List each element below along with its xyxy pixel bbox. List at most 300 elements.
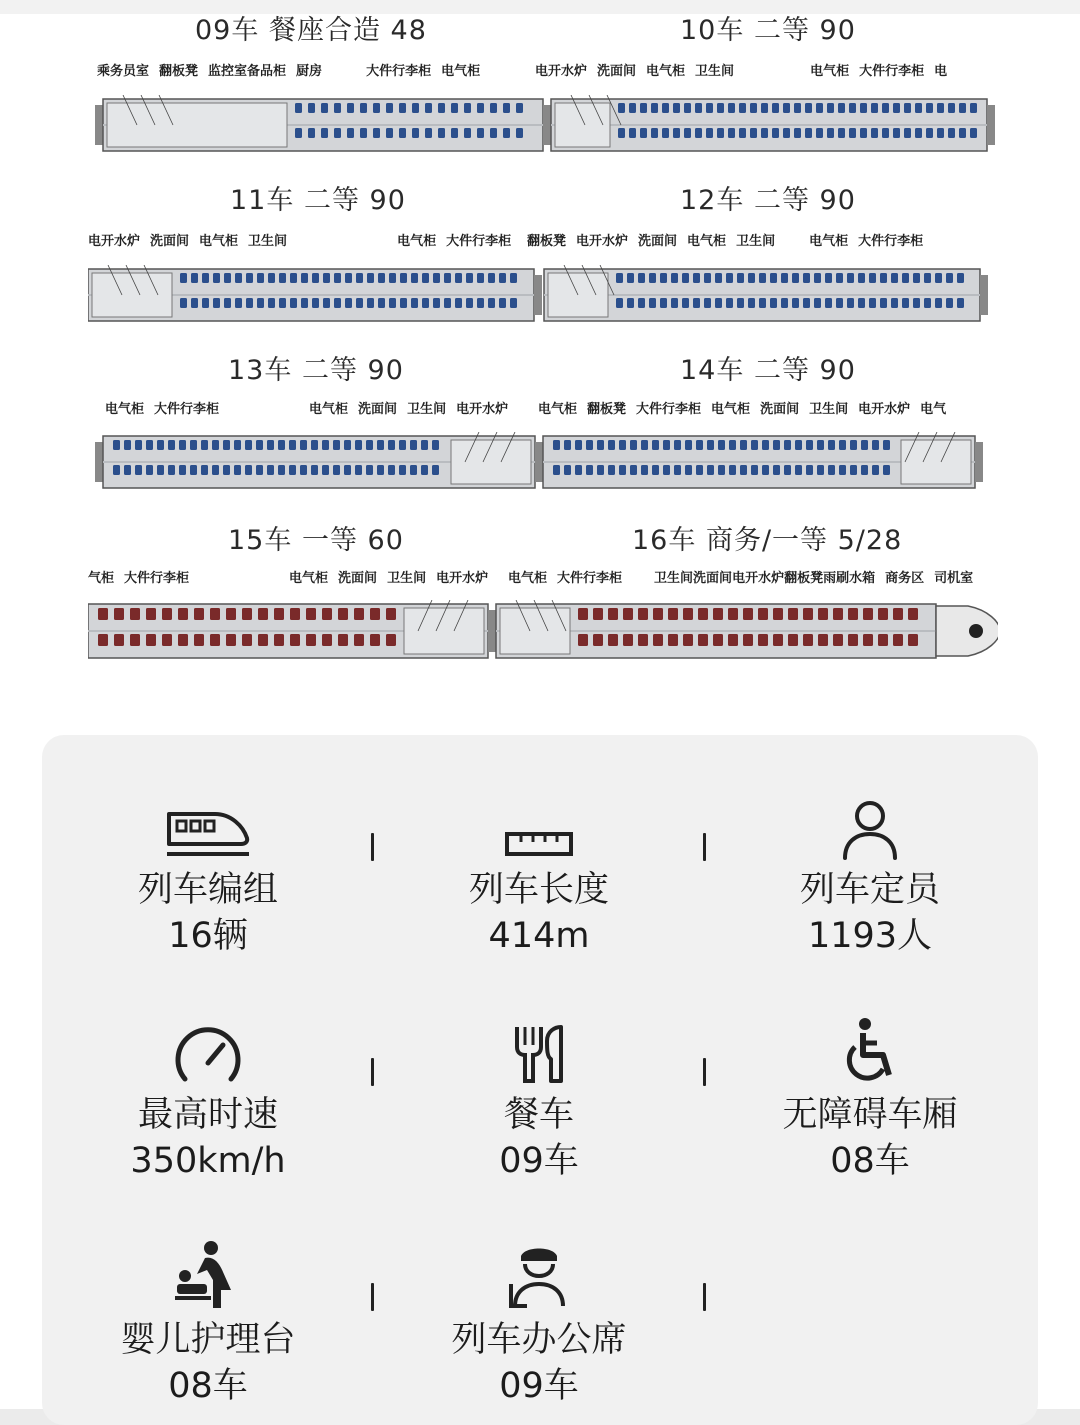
seat <box>425 128 432 138</box>
seat <box>410 440 417 450</box>
seat <box>641 465 648 475</box>
seat <box>388 465 395 475</box>
seat <box>652 440 659 450</box>
seat <box>959 103 966 113</box>
seat <box>718 465 725 475</box>
car-plan <box>496 600 936 658</box>
seat <box>629 128 636 138</box>
seat <box>274 634 284 646</box>
seat <box>673 103 680 113</box>
floor-plan-row-2 <box>88 265 988 325</box>
coupler <box>95 105 103 145</box>
seat <box>212 440 219 450</box>
car-12-labels: 翻板凳 电开水炉 洗面间 电气柜 卫生间 电气柜 大件行李柜 <box>527 234 924 249</box>
seat <box>355 440 362 450</box>
seat <box>652 465 659 475</box>
car-10-labels: 电开水炉 洗面间 电气柜 卫生间 电气柜 大件行李柜 电 <box>535 64 948 79</box>
seat <box>751 440 758 450</box>
car-plan <box>551 95 987 151</box>
seat <box>685 440 692 450</box>
seat <box>806 465 813 475</box>
seat <box>728 128 735 138</box>
seat <box>114 634 124 646</box>
seat <box>267 465 274 475</box>
seat <box>668 634 678 646</box>
seat <box>451 103 458 113</box>
seat <box>792 298 799 308</box>
seat <box>817 465 824 475</box>
seat <box>814 298 821 308</box>
info-baby-care-value: 08车 <box>168 1366 248 1406</box>
seat <box>803 634 813 646</box>
seat <box>289 465 296 475</box>
seat <box>781 298 788 308</box>
seat <box>803 298 810 308</box>
train-info-panel <box>42 735 1038 1425</box>
car-11-title: 11车 二等 90 <box>230 185 406 216</box>
seat <box>904 103 911 113</box>
seat <box>924 298 931 308</box>
seat <box>146 608 156 620</box>
seat <box>564 440 571 450</box>
seat <box>761 128 768 138</box>
seat <box>707 465 714 475</box>
car-11-labels: 电开水炉 洗面间 电气柜 卫生间 电气柜 大件行李柜 <box>88 234 512 249</box>
seat <box>869 298 876 308</box>
seat <box>608 440 615 450</box>
seat <box>893 608 903 620</box>
seat <box>224 298 231 308</box>
seat <box>728 103 735 113</box>
seat <box>278 465 285 475</box>
info-accessible-car <box>740 1015 1000 1185</box>
seat <box>213 273 220 283</box>
seat <box>322 440 329 450</box>
seat <box>740 440 747 450</box>
seat <box>334 103 341 113</box>
seat <box>759 298 766 308</box>
seat <box>717 103 724 113</box>
seat <box>114 608 124 620</box>
seat <box>663 440 670 450</box>
seat <box>301 273 308 283</box>
seat <box>803 608 813 620</box>
seat <box>226 634 236 646</box>
seat <box>191 298 198 308</box>
seat <box>338 634 348 646</box>
seat <box>278 440 285 450</box>
info-conductor-desk <box>409 1240 669 1410</box>
seat <box>224 273 231 283</box>
seat <box>575 465 582 475</box>
seat <box>816 103 823 113</box>
seat <box>373 128 380 138</box>
seat <box>696 465 703 475</box>
seat <box>553 440 560 450</box>
seat <box>695 128 702 138</box>
car-plan <box>103 432 535 488</box>
seat <box>618 128 625 138</box>
seat <box>586 440 593 450</box>
seat <box>289 440 296 450</box>
floor-plan-row-4 <box>88 600 998 662</box>
seat <box>323 273 330 283</box>
divider <box>371 833 374 861</box>
seat <box>444 273 451 283</box>
seat <box>883 465 890 475</box>
seat <box>773 608 783 620</box>
seat <box>684 103 691 113</box>
floor-plan-row-3 <box>95 432 995 492</box>
seat <box>770 273 777 283</box>
seat <box>130 608 140 620</box>
ruler-icon <box>409 790 669 860</box>
service-area <box>451 440 531 484</box>
seat <box>706 128 713 138</box>
seat <box>860 128 867 138</box>
seat <box>279 273 286 283</box>
seat <box>849 128 856 138</box>
car-plan <box>88 600 488 658</box>
seat <box>190 440 197 450</box>
seat <box>242 634 252 646</box>
seat <box>847 273 854 283</box>
info-dining-car <box>409 1015 669 1185</box>
info-accessible-car-label: 无障碍车厢 <box>782 1095 958 1135</box>
seat <box>715 298 722 308</box>
seat <box>871 128 878 138</box>
seat <box>839 465 846 475</box>
info-formation-value: 16辆 <box>168 916 248 956</box>
train-icon <box>78 790 338 860</box>
seat <box>194 634 204 646</box>
seat <box>488 273 495 283</box>
seat <box>946 298 953 308</box>
seat <box>641 440 648 450</box>
seat <box>653 608 663 620</box>
car-13-labels: 电气柜 大件行李柜 电气柜 洗面间 卫生间 电开水炉 <box>105 402 509 417</box>
seat <box>817 440 824 450</box>
seat <box>308 103 315 113</box>
seat <box>135 465 142 475</box>
seat <box>902 273 909 283</box>
seat <box>682 298 689 308</box>
seat <box>713 634 723 646</box>
seat <box>740 465 747 475</box>
info-formation <box>78 790 338 960</box>
info-capacity-label: 列车定员 <box>799 870 940 910</box>
seat <box>268 273 275 283</box>
seat <box>373 103 380 113</box>
seat <box>762 465 769 475</box>
seat <box>729 465 736 475</box>
person-icon <box>740 790 1000 860</box>
car-16-title: 16车 商务/一等 5/28 <box>632 525 903 556</box>
service-area <box>500 608 570 654</box>
seat <box>516 128 523 138</box>
seat <box>146 634 156 646</box>
seat <box>623 634 633 646</box>
seat <box>190 465 197 475</box>
seat <box>345 273 352 283</box>
car-15-title: 15车 一等 60 <box>228 525 404 556</box>
seat <box>959 128 966 138</box>
seat <box>301 298 308 308</box>
seat <box>226 608 236 620</box>
seat <box>926 128 933 138</box>
seat <box>322 634 332 646</box>
seat <box>510 298 517 308</box>
coupler <box>980 275 988 315</box>
seat <box>290 273 297 283</box>
car-14-title: 14车 二等 90 <box>680 355 856 386</box>
seat <box>178 634 188 646</box>
seat <box>913 273 920 283</box>
seat <box>433 273 440 283</box>
seat <box>915 103 922 113</box>
seat <box>788 634 798 646</box>
info-capacity-value: 1193人 <box>807 916 933 956</box>
seat <box>718 440 725 450</box>
seat <box>597 440 604 450</box>
seat <box>201 465 208 475</box>
seat <box>178 608 188 620</box>
seat <box>593 634 603 646</box>
seat <box>399 103 406 113</box>
seat <box>882 128 889 138</box>
seat <box>608 634 618 646</box>
speedometer-icon <box>78 1015 338 1085</box>
coupler <box>534 275 542 315</box>
seat <box>146 465 153 475</box>
seat <box>213 298 220 308</box>
seat <box>638 298 645 308</box>
seat <box>915 128 922 138</box>
seat <box>246 273 253 283</box>
seat <box>784 440 791 450</box>
seat <box>421 440 428 450</box>
seat <box>312 298 319 308</box>
seat <box>758 634 768 646</box>
seat <box>908 634 918 646</box>
seat <box>162 634 172 646</box>
seat <box>367 273 374 283</box>
seat <box>825 273 832 283</box>
seat <box>411 273 418 283</box>
seat <box>616 298 623 308</box>
seat <box>818 608 828 620</box>
seat <box>696 440 703 450</box>
seat <box>946 273 953 283</box>
seat <box>575 440 582 450</box>
seat <box>653 634 663 646</box>
seat <box>743 608 753 620</box>
seat <box>860 103 867 113</box>
seat <box>455 273 462 283</box>
seat <box>957 298 964 308</box>
seat <box>308 128 315 138</box>
coupler <box>535 442 543 482</box>
wheelchair-icon <box>740 1015 1000 1085</box>
seat <box>412 103 419 113</box>
seat <box>833 634 843 646</box>
seat <box>878 608 888 620</box>
seat <box>202 273 209 283</box>
info-baby-care-label: 婴儿护理台 <box>120 1320 296 1360</box>
seat <box>638 273 645 283</box>
seat <box>477 128 484 138</box>
seat <box>306 634 316 646</box>
seat <box>737 273 744 283</box>
seat <box>98 608 108 620</box>
car-13-title: 13车 二等 90 <box>228 355 404 386</box>
seat <box>410 465 417 475</box>
seat <box>464 103 471 113</box>
seat <box>827 103 834 113</box>
seat <box>935 298 942 308</box>
seat <box>366 465 373 475</box>
seat <box>717 128 724 138</box>
info-dining-car-label: 餐车 <box>503 1095 574 1135</box>
seat <box>772 103 779 113</box>
seat <box>970 103 977 113</box>
info-top-speed-value: 350km/h <box>130 1141 286 1181</box>
seat <box>608 465 615 475</box>
seat <box>422 273 429 283</box>
car-plan <box>103 95 543 151</box>
seat <box>553 465 560 475</box>
seat <box>488 298 495 308</box>
seat <box>773 465 780 475</box>
seat <box>848 634 858 646</box>
seat <box>179 440 186 450</box>
info-length <box>409 790 669 960</box>
seat <box>748 273 755 283</box>
seat <box>772 128 779 138</box>
divider <box>371 1058 374 1086</box>
seat <box>937 103 944 113</box>
seat <box>179 465 186 475</box>
seat <box>98 634 108 646</box>
seat <box>698 608 708 620</box>
seat <box>685 465 692 475</box>
seat <box>490 128 497 138</box>
seat <box>924 273 931 283</box>
seat <box>180 298 187 308</box>
seat <box>124 465 131 475</box>
seat <box>743 634 753 646</box>
seat <box>386 103 393 113</box>
seat <box>737 298 744 308</box>
seat <box>957 273 964 283</box>
seat <box>660 273 667 283</box>
seat <box>863 634 873 646</box>
seat <box>908 608 918 620</box>
seat <box>386 128 393 138</box>
seat <box>235 273 242 283</box>
seat <box>683 608 693 620</box>
seat <box>412 128 419 138</box>
seat <box>411 298 418 308</box>
seat <box>816 128 823 138</box>
seat <box>814 273 821 283</box>
seat <box>726 273 733 283</box>
car-plan <box>543 432 975 488</box>
seat <box>295 103 302 113</box>
seat <box>258 608 268 620</box>
seat <box>883 440 890 450</box>
seat <box>651 128 658 138</box>
seat <box>674 465 681 475</box>
info-length-value: 414m <box>488 916 590 956</box>
seat <box>388 440 395 450</box>
seat <box>334 273 341 283</box>
seat <box>212 465 219 475</box>
seat <box>378 273 385 283</box>
seat <box>839 440 846 450</box>
seat <box>838 128 845 138</box>
seat <box>344 440 351 450</box>
seat <box>806 440 813 450</box>
seat <box>389 298 396 308</box>
seat <box>370 634 380 646</box>
divider <box>703 1058 706 1086</box>
seat <box>366 440 373 450</box>
car-09-labels: 乘务员室 翻板凳 监控室备品柜 厨房 大件行李柜 电气柜 <box>97 64 481 79</box>
seat <box>399 128 406 138</box>
seat <box>360 128 367 138</box>
seat <box>781 273 788 283</box>
seat <box>477 103 484 113</box>
seat <box>162 608 172 620</box>
seat <box>386 634 396 646</box>
coupler <box>987 105 995 145</box>
seat <box>783 103 790 113</box>
seat <box>279 298 286 308</box>
seat <box>713 608 723 620</box>
seat <box>818 634 828 646</box>
seat <box>729 440 736 450</box>
divider <box>371 1283 374 1311</box>
seat <box>146 440 153 450</box>
seat <box>761 103 768 113</box>
car-plan <box>544 265 980 321</box>
seat <box>638 634 648 646</box>
seat <box>858 298 865 308</box>
seat <box>638 608 648 620</box>
seat <box>333 465 340 475</box>
seat <box>871 103 878 113</box>
seat <box>913 298 920 308</box>
seat <box>290 608 300 620</box>
seat <box>377 440 384 450</box>
seat <box>157 465 164 475</box>
seat <box>334 298 341 308</box>
seat <box>880 273 887 283</box>
service-area <box>107 103 287 147</box>
seat <box>616 273 623 283</box>
car-15-labels: 气柜 大件行李柜 电气柜 洗面间 卫生间 电开水炉 <box>88 571 489 586</box>
seat <box>629 103 636 113</box>
seat <box>805 103 812 113</box>
seat <box>836 273 843 283</box>
seat <box>300 440 307 450</box>
seat <box>748 298 755 308</box>
car-14-labels: 电气柜 翻板凳 大件行李柜 电气柜 洗面间 卫生间 电开水炉 电气 <box>538 402 947 417</box>
seat <box>312 273 319 283</box>
baby-care-icon <box>78 1240 338 1310</box>
seat <box>290 634 300 646</box>
